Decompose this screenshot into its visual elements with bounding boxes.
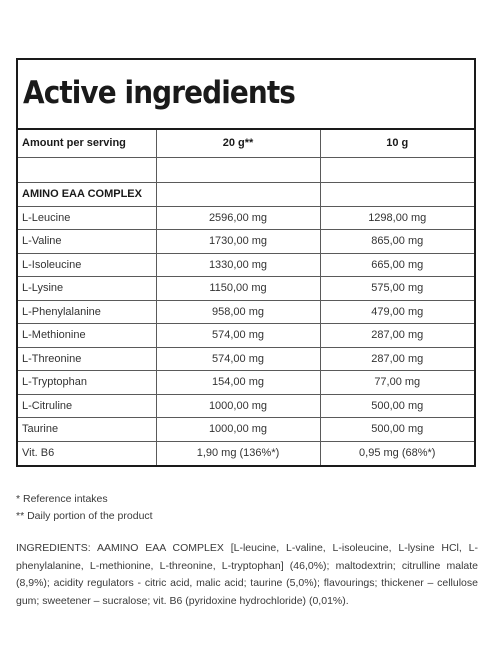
table-row (18, 441, 474, 465)
amount-10g: 1298,00 mg (320, 206, 474, 230)
amount-10g: 77,00 mg (320, 371, 474, 395)
ingredient-name: L-Leucine (18, 206, 156, 230)
ingredient-name: L-Lysine (18, 277, 156, 301)
amount-20g: 1150,00 mg (156, 277, 320, 301)
header-serving-10g: 10 g (320, 130, 474, 157)
table-row (18, 277, 474, 301)
amount-20g: 958,00 mg (156, 300, 320, 324)
header-serving-20g: 20 g** (156, 130, 320, 157)
amount-10g: 865,00 mg (320, 230, 474, 254)
ingredient-name: Taurine (18, 418, 156, 442)
blank-row (18, 157, 474, 182)
table-row (18, 253, 474, 277)
table-row (18, 347, 474, 371)
amount-10g: 287,00 mg (320, 324, 474, 348)
table-row (18, 371, 474, 395)
amount-20g: 154,00 mg (156, 371, 320, 395)
amount-20g: 2596,00 mg (156, 206, 320, 230)
table-row (18, 300, 474, 324)
ingredient-name: L-Phenylalanine (18, 300, 156, 324)
table-row (18, 324, 474, 348)
amount-20g: 574,00 mg (156, 324, 320, 348)
table-row (18, 230, 474, 254)
amount-10g: 575,00 mg (320, 277, 474, 301)
section-label: AMINO EAA COMPLEX (18, 182, 156, 206)
ingredient-name: L-Citruline (18, 394, 156, 418)
header-label: Amount per serving (18, 130, 156, 157)
panel-title: Active ingredients (23, 75, 295, 111)
amount-20g: 1000,00 mg (156, 418, 320, 442)
amount-10g: 500,00 mg (320, 394, 474, 418)
nutrition-panel (16, 58, 476, 467)
table-row (18, 206, 474, 230)
header-row (18, 130, 474, 157)
amount-20g: 1000,00 mg (156, 394, 320, 418)
title-row (18, 60, 474, 130)
ingredient-name: L-Tryptophan (18, 371, 156, 395)
amount-20g: 1330,00 mg (156, 253, 320, 277)
amount-10g: 665,00 mg (320, 253, 474, 277)
footnotes (16, 491, 153, 525)
footnote-reference-intakes: * Reference intakes (16, 493, 108, 505)
ingredient-name: Vit. B6 (18, 441, 156, 465)
ingredient-name: L-Isoleucine (18, 253, 156, 277)
footnote-daily-portion: ** Daily portion of the product (16, 510, 153, 522)
amount-10g: 0,95 mg (68%*) (320, 441, 474, 465)
amount-10g: 287,00 mg (320, 347, 474, 371)
ingredients-paragraph: INGREDIENTS: AAMINO EAA COMPLEX [L-leucine, L-valine, L-isoleucine, L-lysine HCl, L-phenylalanine, L-methionine, L-threonine, L-tryptophan] (46,0%); maltodextrin; citrulline malate (8,9%); acidity regulators - citric acid, malic acid; taurine (5,0%); flavourings; thickener – cellulose gum; sweetener – sucralose; vit. B6 (pyridoxine hydrochloride) (0,01%). (16, 542, 478, 607)
amount-20g: 1,90 mg (136%*) (156, 441, 320, 465)
ingredient-name: L-Methionine (18, 324, 156, 348)
amount-10g: 479,00 mg (320, 300, 474, 324)
amount-10g: 500,00 mg (320, 418, 474, 442)
ingredient-name: L-Threonine (18, 347, 156, 371)
table-row (18, 418, 474, 442)
table-row (18, 394, 474, 418)
amount-20g: 1730,00 mg (156, 230, 320, 254)
section-row (18, 182, 474, 206)
ingredients-table (18, 130, 474, 465)
ingredient-name: L-Valine (18, 230, 156, 254)
amount-20g: 574,00 mg (156, 347, 320, 371)
